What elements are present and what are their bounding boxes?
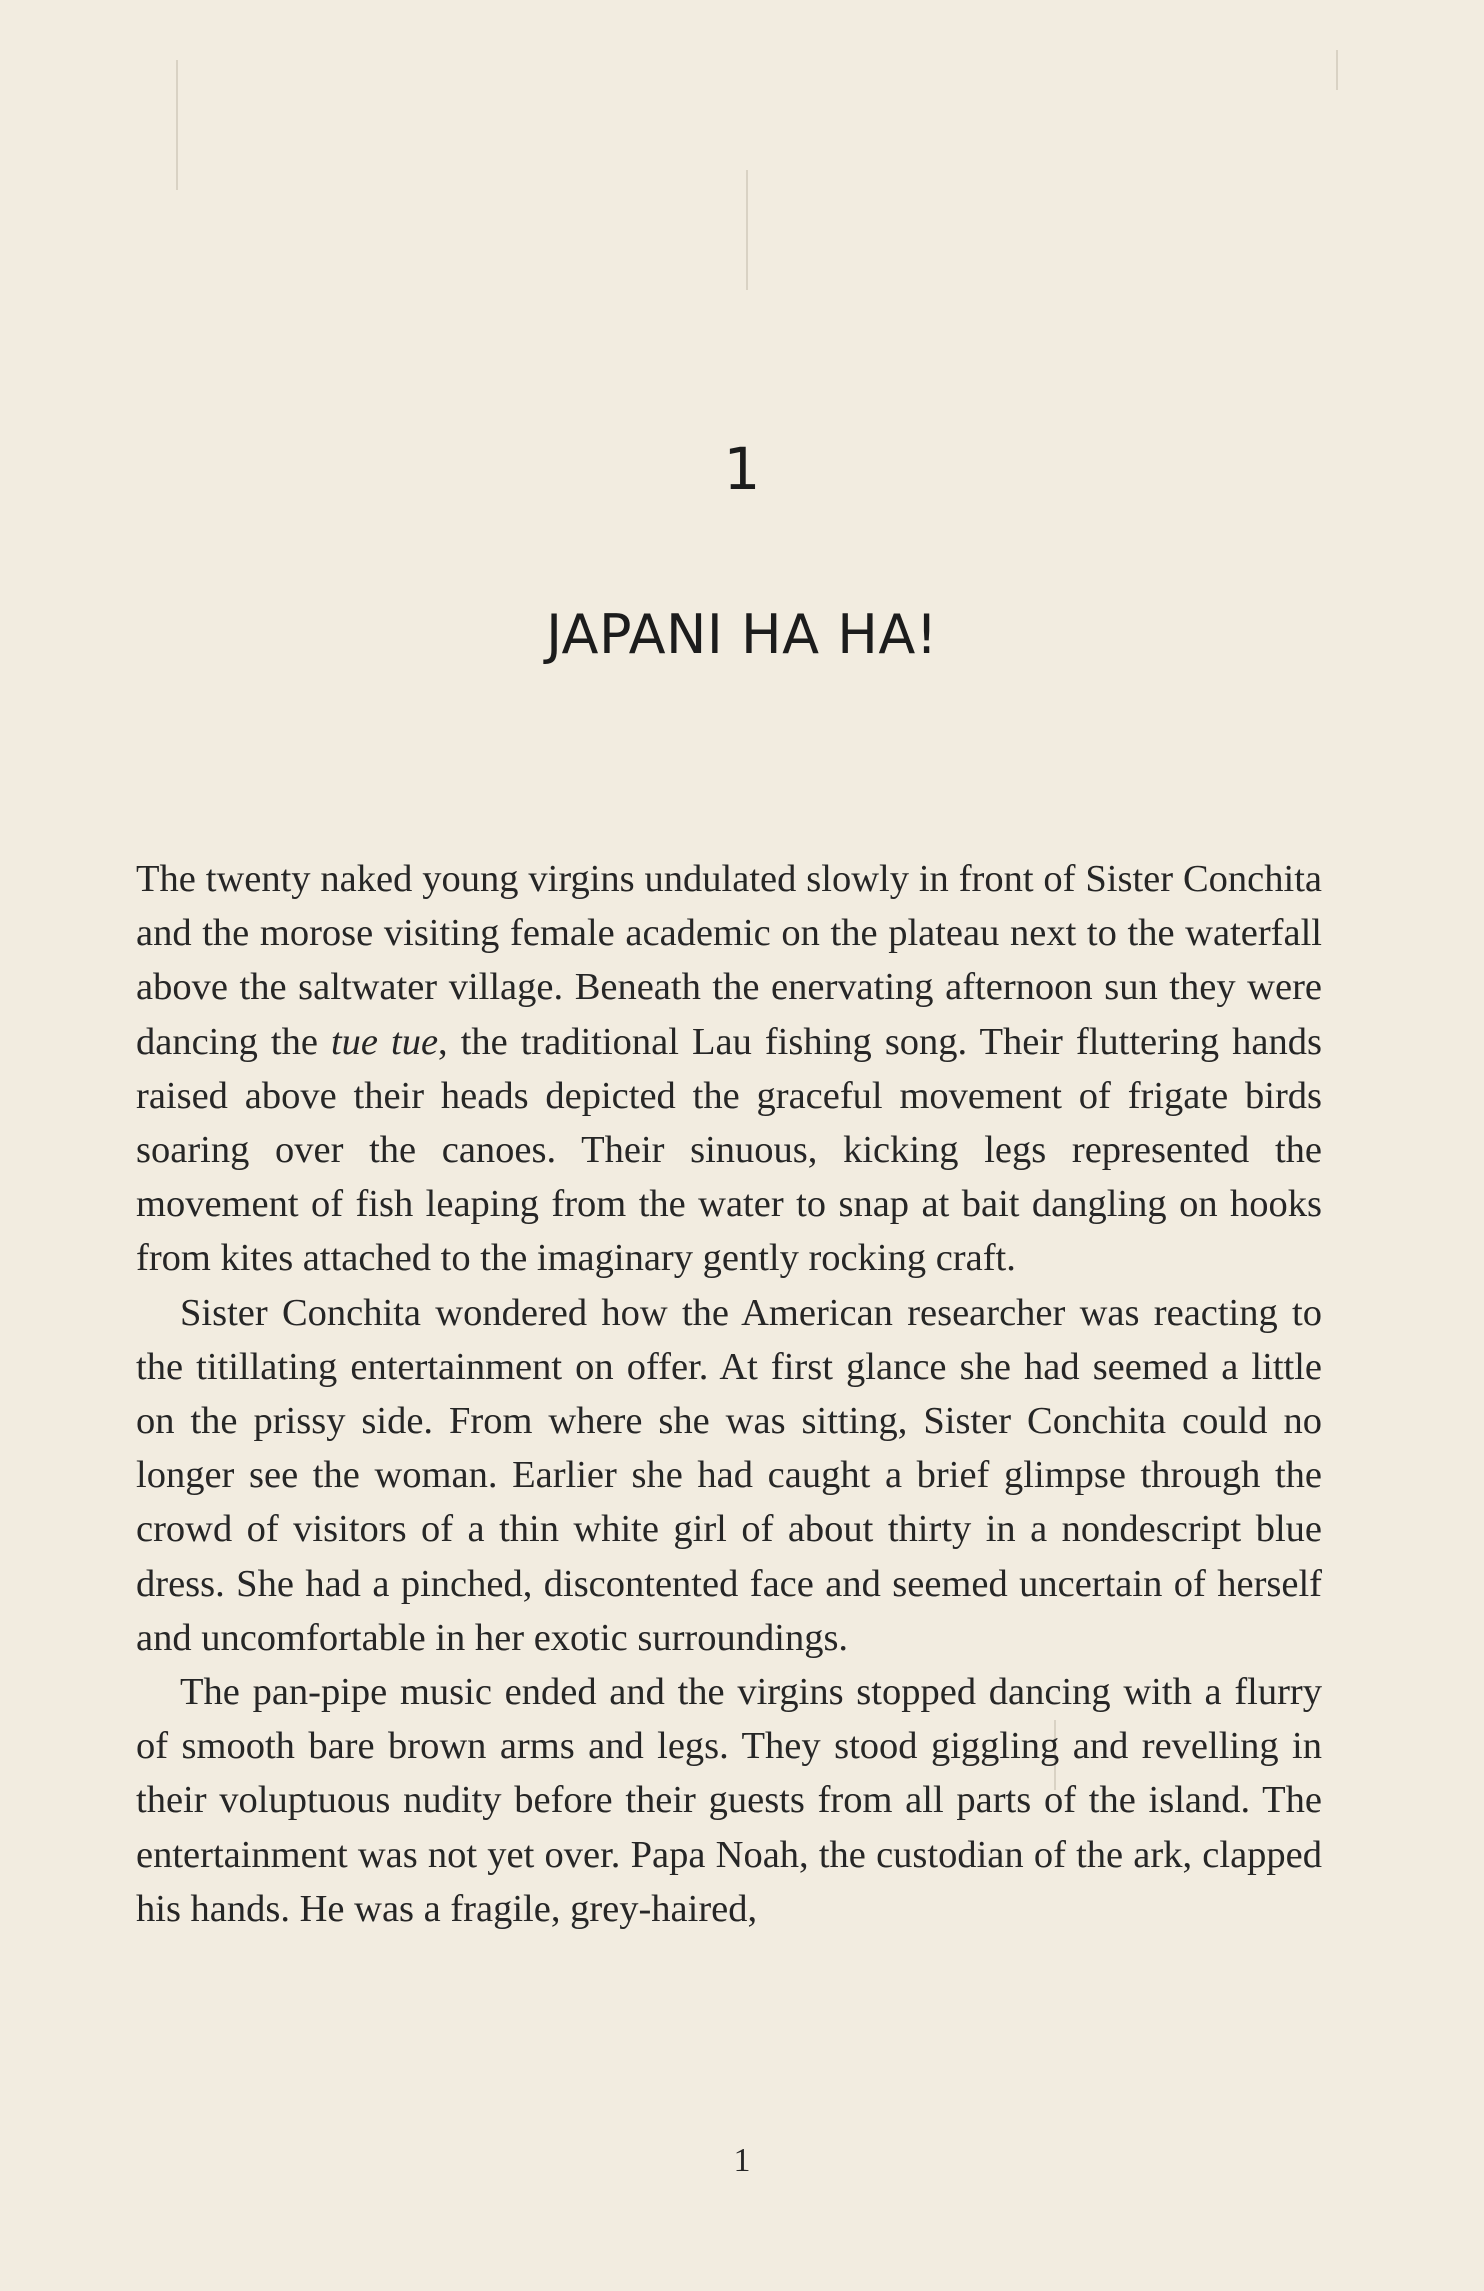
paragraph-2: Sister Conchita wondered how the American researcher was reacting to the titillating entertainment on offer. At first glance she had seemed a little on the prissy side. From where she was sitting, Sister Conchita could no longer see the woman. Earlier she had caught a brief glimpse through the crowd of visitors of a thin white girl of about thirty in a nondescript blue dress. She had a pinched, discontented face and seemed uncertain of herself and uncomfortable in her exotic surroundings. [136, 1291, 1322, 1659]
page-number: 1 [733, 2142, 751, 2179]
scan-mark [176, 60, 178, 190]
chapter-title: JAPANI HA HA! [546, 603, 938, 666]
paragraph-1 [136, 852, 1322, 1286]
paragraph-1-italic-term: tue tue [330, 1020, 439, 1063]
paragraph-1-text-start: The twenty naked young virgins undulated slowly in front of Sister Conchita and the morose visiting female academic on the plateau next to the waterfall above the saltwater village. Beneath the enervating afternoon sun they were dancing the [136, 858, 1322, 1063]
scan-mark [1336, 50, 1338, 90]
body-text [136, 852, 1322, 1936]
paragraph-3: The pan-pipe music ended and the virgins stopped dancing with a flurry of smooth bare brown arms and legs. They stood giggling and revelling in their voluptuous nudity before their guests from all parts of the island. The entertainment was not yet over. Papa Noah, the custodian of the ark, clapped his hands. He was a fragile, grey-haired, [136, 1671, 1322, 1930]
paragraph-1-text-end: , the traditional Lau fishing song. Their fluttering hands raised above their heads depicted the graceful movement of frigate birds soaring over the canoes. Their sinuous, kicking legs represented the movement of fish leaping from the water to snap at bait dangling on hooks from kites attached to the imaginary gently rocking craft. [136, 1020, 1322, 1280]
scan-mark [746, 170, 748, 290]
chapter-number: 1 [723, 435, 761, 503]
